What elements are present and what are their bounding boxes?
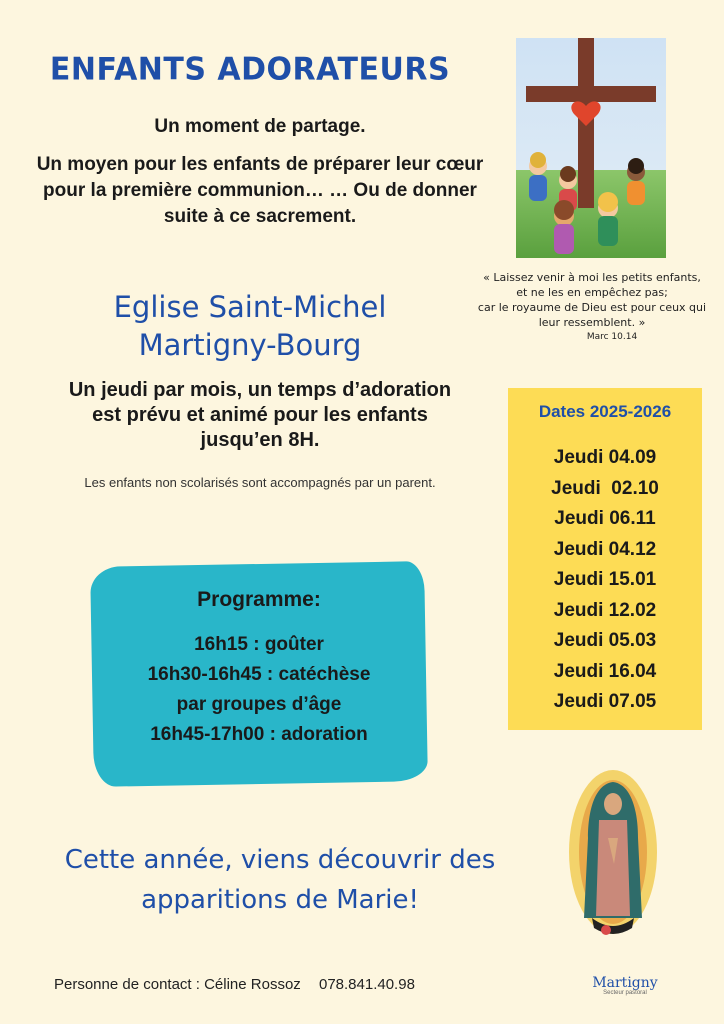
closing-line: Cette année, viens découvrir des xyxy=(64,845,496,875)
quote-line: car le royaume de Dieu est pour ceux qui xyxy=(477,301,707,314)
date-item: Jeudi 02.10 xyxy=(551,477,659,499)
programme-line: 16h45-17h00 : adoration xyxy=(150,724,368,745)
page-title: ENFANTS ADORATEURS xyxy=(49,51,451,88)
contact-person: Personne de contact : Céline Rossoz xyxy=(54,976,301,993)
date-item: Jeudi 06.11 xyxy=(554,508,656,529)
bible-quote xyxy=(470,270,714,345)
quote-line: leur ressemblent. » xyxy=(538,316,646,329)
lead-line: Un moyen pour les enfants de préparer leur cœur pour la première communion… … Ou de donner suite à ce sacrement. xyxy=(36,154,484,227)
date-item: Jeudi 07.05 xyxy=(553,691,657,712)
logo-subtitle: Secteur pastoral xyxy=(603,990,647,996)
virgin-mary-illustration xyxy=(566,768,660,940)
quote-reference: Marc 10.14 xyxy=(586,332,638,342)
cross-icon xyxy=(516,38,666,258)
church-heading xyxy=(40,288,460,364)
programme-content xyxy=(92,588,426,750)
date-item: Jeudi 12.02 xyxy=(553,599,657,621)
programme-title: Programme: xyxy=(197,588,321,611)
date-item: Jeudi 04.12 xyxy=(553,538,657,560)
church-place: Martigny-Bourg xyxy=(138,328,362,362)
quote-line: « Laissez venir à moi les petits enfants, xyxy=(483,271,701,284)
contact-phone: 078.841.40.98 xyxy=(318,976,415,993)
cross-children-illustration xyxy=(516,38,666,258)
lead-text xyxy=(20,114,500,230)
closing-message xyxy=(20,840,540,920)
adoration-info: Un jeudi par mois, un temps d’adoration est prévu et animé pour les enfants jusqu’en 8H. xyxy=(68,379,452,451)
date-item: Jeudi 04.09 xyxy=(553,447,657,468)
programme-line: par groupes d’âge xyxy=(176,694,342,715)
church-name: Eglise Saint-Michel xyxy=(113,290,387,324)
lead-line: Un moment de partage. xyxy=(154,116,366,137)
dates-title: Dates 2025-2026 xyxy=(538,402,672,421)
programme-line: 16h30-16h45 : catéchèse xyxy=(147,664,371,685)
date-item: Jeudi 16.04 xyxy=(553,660,657,682)
quote-line: et ne les en empêchez pas; xyxy=(516,286,668,299)
date-item: Jeudi 15.01 xyxy=(553,569,657,590)
date-item: Jeudi 05.03 xyxy=(553,630,657,651)
mary-icon xyxy=(566,768,660,940)
dates-list xyxy=(508,443,702,718)
programme-line: 16h15 : goûter xyxy=(194,634,324,655)
parent-note: Les enfants non scolarisés sont accompagnés par un parent. xyxy=(84,475,436,490)
martigny-logo xyxy=(580,974,670,996)
logo-name: Martigny xyxy=(592,975,658,991)
contact-line xyxy=(54,976,494,993)
closing-line: apparitions de Marie! xyxy=(141,885,419,915)
